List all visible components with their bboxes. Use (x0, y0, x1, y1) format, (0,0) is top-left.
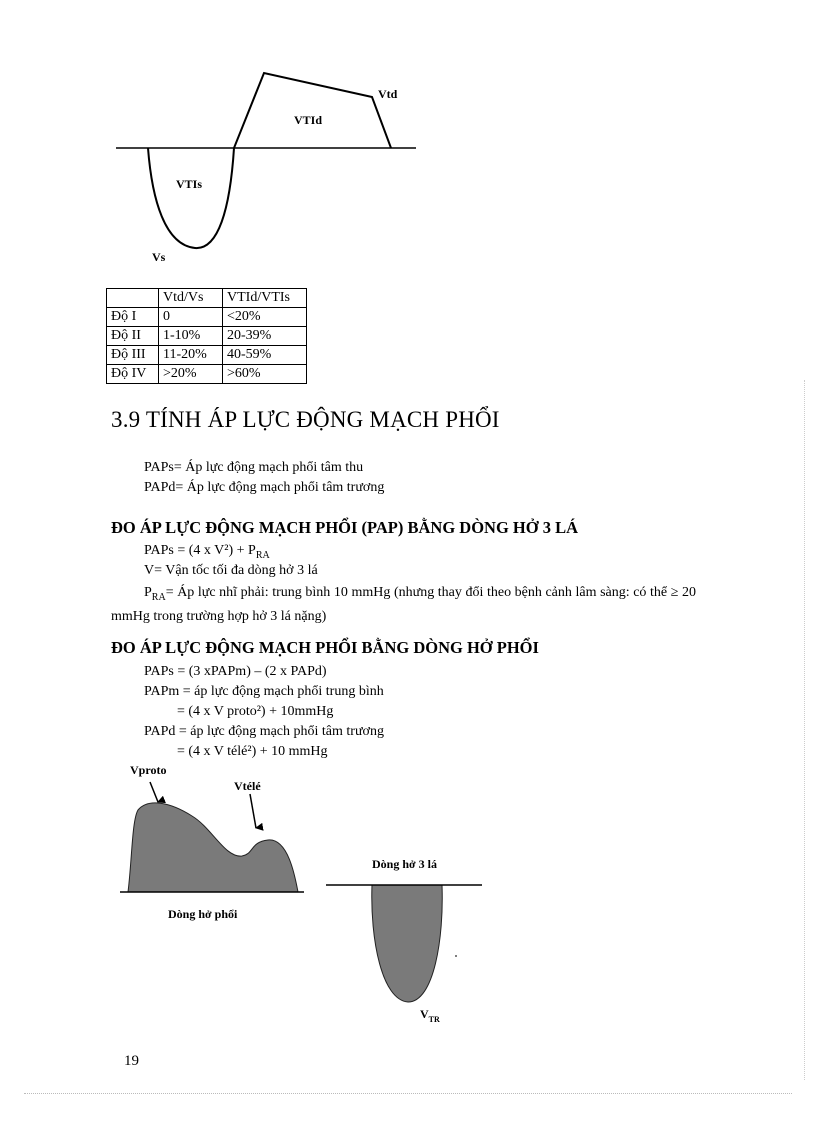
table-header-cell: Vtd/Vs (159, 289, 223, 308)
page-bottom-border (24, 1093, 792, 1094)
vtis-label: VTIs (176, 177, 203, 191)
pr-method-heading: ĐO ÁP LỰC ĐỘNG MẠCH PHỔI BẰNG DÒNG HỞ PHỔI (111, 638, 539, 657)
doppler-vti-figure (110, 60, 430, 270)
v-definition: V= Vận tốc tối đa dòng hở 3 lá (144, 563, 318, 578)
table-cell: 1-10% (159, 327, 223, 346)
pr-line-3: = (4 x V proto²) + 10mmHg (177, 704, 334, 719)
pr-line-1: PAPs = (3 xPAPm) – (2 x PAPd) (144, 664, 327, 679)
table-cell: Độ II (107, 327, 159, 346)
vproto-arrow (150, 782, 158, 802)
pr-caption: Dòng hở phổi (168, 907, 238, 921)
pra-text: = Áp lực nhĩ phải: trung bình 10 mmHg (nhưng thay đổi theo bệnh cảnh lâm sàng: có thể ≥ 20 mmHg trong trường hợp hở 3 lá nặng) (111, 585, 696, 624)
page-number: 19 (124, 1053, 139, 1069)
stray-dot (455, 955, 457, 957)
tr-method-heading: ĐO ÁP LỰC ĐỘNG MẠCH PHỔI (PAP) BẰNG DÒNG HỞ 3 LÁ (111, 518, 579, 537)
table-cell: 20-39% (223, 327, 307, 346)
vtele-label: Vtélé (234, 779, 261, 793)
table-row (107, 308, 307, 327)
table-row (107, 365, 307, 384)
pr-line-2: PAPm = áp lực động mạch phổi trung bình (144, 684, 384, 699)
tr-caption: Dòng hở 3 lá (372, 857, 437, 871)
vtd-label: Vtd (378, 87, 398, 101)
pr-waveform (128, 803, 298, 892)
pra-definition (111, 583, 696, 626)
diastolic-wave (234, 73, 391, 148)
table-cell: Độ III (107, 346, 159, 365)
tr-formula (144, 543, 270, 561)
pra-subscript: RA (151, 591, 166, 603)
grading-table (106, 288, 307, 384)
table-cell: Độ IV (107, 365, 159, 384)
table-cell: >20% (159, 365, 223, 384)
table-row (107, 327, 307, 346)
table-cell: >60% (223, 365, 307, 384)
page-right-border (804, 380, 805, 1080)
paps-definition: PAPs= Áp lực động mạch phổi tâm thu (144, 460, 364, 475)
pr-tr-doppler-figure (110, 760, 500, 1030)
vtr-label (420, 1007, 440, 1024)
systolic-wave (148, 148, 234, 248)
vtid-label: VTId (294, 113, 323, 127)
vtele-arrow (250, 794, 256, 828)
pr-line-5: = (4 x V télé²) + 10 mmHg (177, 744, 328, 759)
table-cell: Độ I (107, 308, 159, 327)
papd-definition: PAPd= Áp lực động mạch phổi tâm trương (144, 480, 385, 495)
table-header-cell (107, 289, 159, 308)
table-header-cell: VTId/VTIs (223, 289, 307, 308)
pr-line-4: PAPd = áp lực động mạch phổi tâm trương (144, 724, 384, 739)
table-cell: 11-20% (159, 346, 223, 365)
table-cell: 0 (159, 308, 223, 327)
vs-label: Vs (152, 250, 166, 264)
table-cell: 40-59% (223, 346, 307, 365)
vtr-subscript: TR (428, 1015, 440, 1024)
vproto-label: Vproto (130, 763, 167, 777)
table-header-row (107, 289, 307, 308)
tr-waveform (372, 885, 442, 1002)
table-row (107, 346, 307, 365)
section-title: 3.9 TÍNH ÁP LỰC ĐỘNG MẠCH PHỔI (111, 407, 500, 432)
vtr-v: V (420, 1007, 429, 1021)
table-cell: <20% (223, 308, 307, 327)
pra-p: P (144, 585, 152, 600)
tr-formula-text: PAPs = (4 x V²) + P (144, 543, 256, 558)
tr-formula-subscript: RA (255, 549, 270, 561)
